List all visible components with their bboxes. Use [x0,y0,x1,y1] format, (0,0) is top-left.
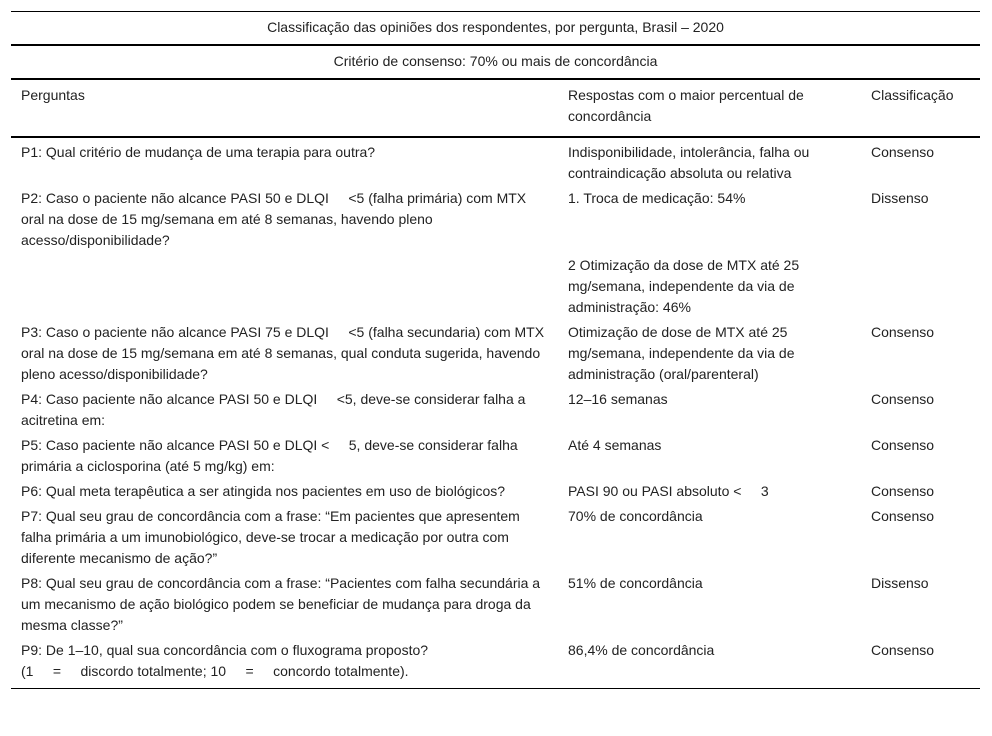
table-row [11,479,980,504]
question: P1: Qual critério de mudança de uma terapia para outra? [21,144,376,160]
question: P4: Caso paciente não alcance PASI 50 e DLQI <5, deve-se considerar falha a acitretina em: [21,391,530,428]
header-classification: Classificação [861,79,980,137]
answer: 2 Otimização da dose de MTX até 25 mg/semana, independente da via de administração: 46% [568,257,804,315]
question: P7: Qual seu grau de concordância com a frase: “Em pacientes que apresentem falha primária a um imunobiológico, deve-se trocar a medicação por outra com diferente mecanismo de ação?” [21,508,524,566]
classification [861,253,980,320]
answer: 86,4% de concordância [558,638,861,689]
question: P8: Qual seu grau de concordância com a frase: “Pacientes com falha secundária a um mecanismo de ação biológico podem se beneficiar de mudança para droga da mesma classe?” [21,575,544,633]
answer: 1. Troca de medicação: 54% [568,190,746,206]
answer: 70% de concordância [568,508,703,524]
answer: 12–16 semanas [568,391,668,407]
header-row [11,79,980,137]
classification: Consenso [871,483,935,499]
header-questions: Perguntas [11,79,558,137]
table-row [11,571,980,638]
question [11,253,558,320]
classification: Consenso [861,638,980,689]
classification: Dissenso [871,190,929,206]
classification: Consenso [871,144,935,160]
answer: 51% de concordância [568,575,703,591]
answer: Otimização de dose de MTX até 25 mg/semana, independente da via de administração (oral/parenteral) [568,324,799,382]
table-row [11,433,980,479]
question: P9: De 1–10, qual sua concordância com o fluxograma proposto? (1 = discordo totalmente; 10 = concordo totalmente). [11,638,558,689]
table-row [11,137,980,186]
answer: Até 4 semanas [568,437,662,453]
table-row [11,253,980,320]
answer: PASI 90 ou PASI absoluto < 3 [568,483,769,499]
question: P3: Caso o paciente não alcance PASI 75 e DLQI <5 (falha secundaria) com MTX oral na dose de 15 mg/semana em até 8 semanas, qual conduta sugerida, havendo pleno acesso/disponibilidade? [21,324,548,382]
classification: Consenso [871,324,935,340]
table-row [11,186,980,253]
table-row [11,320,980,387]
table-row [11,504,980,571]
classification: Dissenso [871,575,929,591]
header-answers: Respostas com o maior percentual de concordância [558,79,861,137]
question: P6: Qual meta terapêutica a ser atingida nos pacientes em uso de biológicos? [21,483,506,499]
consensus-criterion: Critério de consenso: 70% ou mais de concordância [11,45,980,79]
question: P2: Caso o paciente não alcance PASI 50 e DLQI <5 (falha primária) com MTX oral na dose de 15 mg/semana em até 8 semanas, havendo pleno acesso/disponibilidade? [21,190,531,248]
table-row [11,387,980,433]
classification: Consenso [871,391,935,407]
consensus-table [11,11,980,689]
table-title: Classificação das opiniões dos respondentes, por pergunta, Brasil – 2020 [11,12,980,46]
question: P5: Caso paciente não alcance PASI 50 e DLQI < 5, deve-se considerar falha primária a ciclosporina (até 5 mg/kg) em: [21,437,522,474]
table-row [11,638,980,689]
answer: Indisponibilidade, intolerância, falha ou contraindicação absoluta ou relativa [568,144,814,181]
classification: Consenso [871,508,935,524]
classification: Consenso [871,437,935,453]
